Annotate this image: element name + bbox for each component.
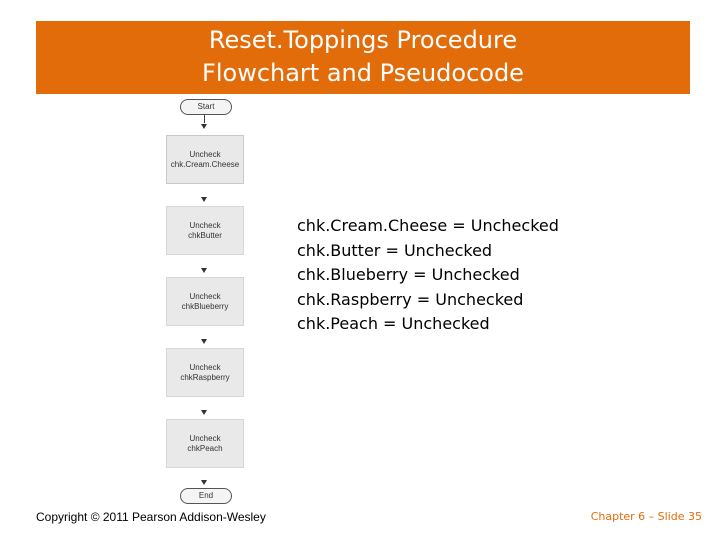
flowchart-step: [166, 348, 244, 397]
arrowhead-icon: [201, 197, 207, 202]
step-target: chk.Cream.Cheese: [170, 159, 240, 169]
flowchart-step: [166, 277, 244, 326]
flowchart-step: [166, 206, 244, 255]
flowchart-start-terminal: Start: [180, 99, 232, 115]
flowchart-step: [166, 419, 244, 468]
title-line-1: Reset.Toppings Procedure: [208, 26, 518, 54]
arrowhead-icon: [201, 480, 207, 485]
copyright-notice: Copyright © 2011 Pearson Addison-Wesley: [36, 510, 266, 524]
slide-number: Chapter 6 – Slide 35: [590, 510, 702, 523]
step-verb: Uncheck: [189, 362, 221, 372]
arrowhead-icon: [201, 339, 207, 344]
arrowhead-icon: [201, 268, 207, 273]
step-target: chkBlueberry: [181, 301, 229, 311]
step-verb: Uncheck: [189, 220, 221, 230]
arrowhead-icon: [201, 124, 207, 129]
step-verb: Uncheck: [189, 433, 221, 443]
step-verb: Uncheck: [189, 149, 221, 159]
title-line-2: Flowchart and Pseudocode: [202, 59, 524, 87]
step-target: chkRaspberry: [180, 372, 230, 382]
pseudocode-block: [297, 214, 559, 337]
pseudocode-line: chk.Peach = Unchecked: [297, 314, 490, 333]
step-target: chkButter: [188, 230, 222, 240]
arrowhead-icon: [201, 410, 207, 415]
flowchart-step: [166, 135, 244, 184]
flowchart-end-terminal: End: [180, 488, 232, 504]
pseudocode-line: chk.Cream.Cheese = Unchecked: [297, 216, 559, 235]
pseudocode-line: chk.Raspberry = Unchecked: [297, 289, 524, 309]
step-target: chkPeach: [187, 443, 223, 453]
pseudocode-line: chk.Blueberry = Unchecked: [297, 265, 520, 284]
step-verb: Uncheck: [189, 291, 221, 301]
pseudocode-line: chk.Butter = Unchecked: [297, 240, 493, 260]
flow-connector: [204, 115, 205, 123]
